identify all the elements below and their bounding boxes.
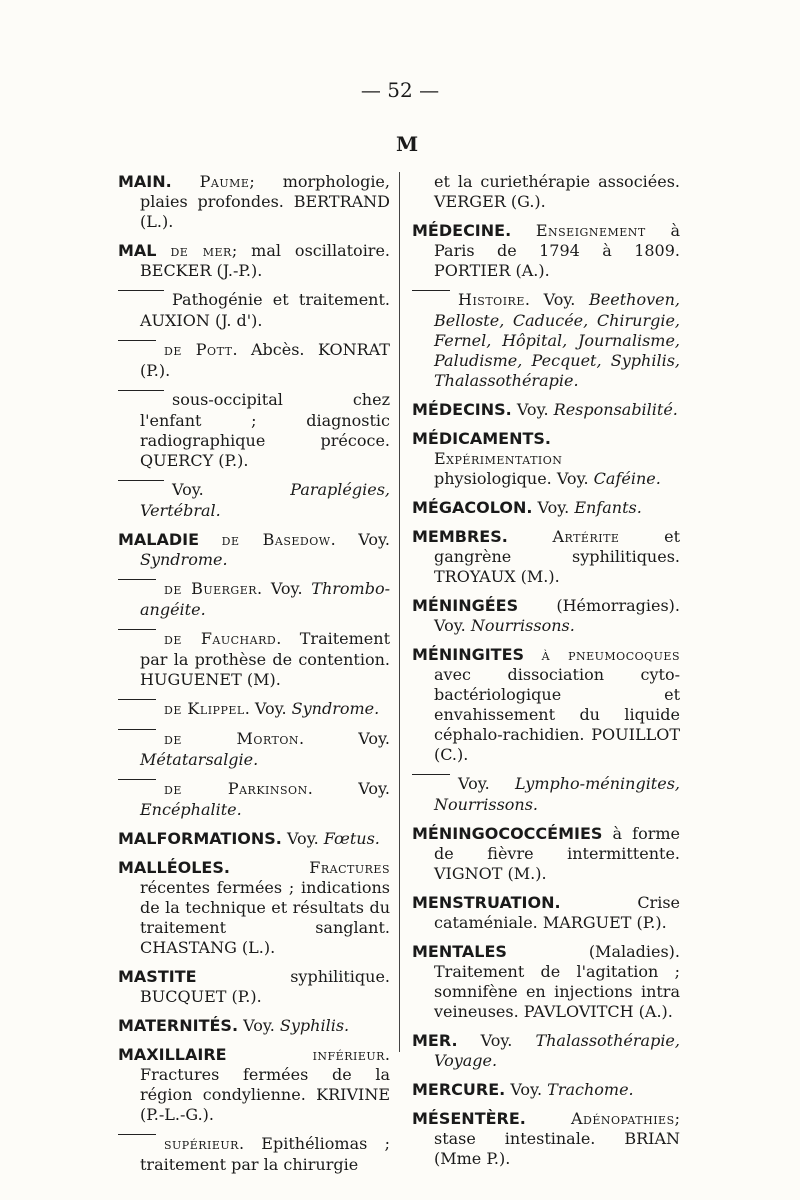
repeat-dash	[118, 340, 156, 361]
cross-reference: Encéphalite.	[140, 800, 242, 819]
entry-subheading: à pneumocoques	[541, 645, 680, 664]
entry-text: sous-occipital chez l'enfant ; diagnostic radiographique précoce. QUERCY (P.).	[140, 390, 390, 470]
entry-text: Voy.	[458, 774, 490, 793]
entry-headword: MAIN.	[118, 172, 172, 191]
repeat-dash	[118, 629, 156, 650]
entry-headword: MASTITE	[118, 967, 197, 986]
entry-headword: MÉSENTÈRE.	[412, 1109, 526, 1128]
index-entry	[118, 579, 390, 620]
index-entry	[118, 290, 390, 331]
index-entry	[412, 400, 680, 420]
entry-text: et gangrène syphilitiques. TROYAUX (M.).	[434, 527, 680, 586]
entry-subheading: de Fauchard	[164, 629, 277, 648]
entry-subheading: de Klippel	[164, 699, 245, 718]
entry-headword: MÉDICAMENTS.	[412, 429, 551, 448]
entry-text: Pathogénie et traitement. AUXION (J. d').	[140, 290, 390, 330]
section-letter: M	[396, 132, 419, 156]
entry-headword: MÉDECINE.	[412, 221, 512, 240]
cross-reference: Responsabilité.	[553, 400, 678, 419]
index-entry	[118, 858, 390, 958]
cross-reference: Syndrome.	[291, 699, 380, 718]
entry-text: à Paris de 1794 à 1809. PORTIER (A.).	[434, 221, 680, 280]
index-entry	[118, 1134, 390, 1175]
entry-text: Voy.	[537, 498, 570, 517]
cross-reference: Trachome.	[547, 1080, 634, 1099]
entry-text: avec dissociation cyto-bactériologique et envahissement du liquide céphalo-rachidien. POUILLOT (C.).	[434, 665, 680, 764]
entry-text: à forme de fièvre intermittente. VIGNOT (M.).	[434, 824, 680, 883]
index-entry	[118, 829, 390, 849]
entry-headword: MEMBRES.	[412, 527, 508, 546]
cross-reference: Fœtus.	[323, 829, 380, 848]
entry-headword: MALFORMATIONS.	[118, 829, 282, 848]
index-entry	[412, 221, 680, 281]
entry-text: ; mal oscillatoire. BECKER (J.-P.).	[140, 241, 391, 280]
entry-text: ; stase intestinale. BRIAN (Mme P.).	[434, 1109, 680, 1168]
entry-headword: MENTALES	[412, 942, 507, 961]
index-entry	[118, 699, 390, 720]
entry-headword: MÉGACOLON.	[412, 498, 533, 517]
index-entry	[118, 779, 390, 820]
index-entry	[118, 340, 390, 381]
entry-text: Voy.	[510, 1080, 543, 1099]
entry-headword: MÉNINGÉES	[412, 596, 519, 615]
index-entry	[118, 629, 390, 690]
entry-text: (Hémorragies). Voy.	[434, 596, 680, 635]
entry-text: . Voy.	[307, 779, 390, 798]
cross-reference: Nourrissons.	[470, 616, 575, 635]
entry-headword: MALLÉOLES.	[118, 858, 230, 877]
entry-headword: MÉNINGITES	[412, 645, 525, 664]
entry-text: . Epithéliomas ; traitement par la chirurgie	[140, 1134, 390, 1174]
entry-headword: MAXILLAIRE	[118, 1045, 227, 1064]
index-entry	[412, 429, 680, 489]
entry-text: physiologique. Voy.	[434, 469, 589, 488]
index-entry	[412, 774, 680, 815]
entry-subheading: Paume	[199, 172, 250, 191]
entry-text: . Fractures fermées de la région condylienne. KRIVINE (P.-L.-G.).	[140, 1045, 390, 1124]
index-entry	[412, 527, 680, 587]
entry-headword: MENSTRUATION.	[412, 893, 561, 912]
index-entry	[118, 729, 390, 770]
cross-reference: Thalassothérapie, Voyage.	[434, 1031, 680, 1070]
index-entry	[412, 1031, 680, 1071]
entry-text: . Voy.	[244, 699, 287, 718]
entry-text: Voy.	[286, 829, 319, 848]
page-number: — 52 —	[360, 78, 440, 102]
left-column	[118, 172, 390, 1184]
repeat-dash	[118, 579, 156, 600]
entry-subheading: Enseignement	[535, 221, 646, 240]
index-entry	[118, 172, 390, 232]
entry-text: (Maladies). Traitement de l'agitation ; somnifène en injections intra veineuses. PAVLOVITCH (A.).	[434, 942, 680, 1021]
entry-text: récentes fermées ; indications de la technique et résultats du traitement sanglant. CHASTANG (L.).	[140, 878, 390, 957]
entry-subheading: supérieur	[164, 1134, 239, 1153]
entry-subheading: de Buerger	[164, 579, 258, 598]
repeat-dash	[118, 729, 156, 750]
entry-headword: MAL	[118, 241, 157, 260]
index-entry	[412, 1109, 680, 1169]
cross-reference: Enfants.	[574, 498, 642, 517]
repeat-dash	[118, 290, 164, 311]
entry-text: Voy.	[516, 400, 549, 419]
entry-text: . Voy.	[257, 579, 303, 598]
entry-headword: MER.	[412, 1031, 458, 1050]
cross-reference: Lympho-méningites, Nourrissons.	[434, 774, 680, 814]
repeat-dash	[118, 699, 156, 720]
entry-text: . Voy.	[330, 530, 390, 549]
cross-reference: Caféine.	[593, 469, 661, 488]
entry-text: . Voy.	[524, 290, 576, 309]
index-entry	[118, 1045, 390, 1125]
entry-text: et la curiethérapie associées. VERGER (G.).	[434, 172, 680, 211]
entry-subheading: Histoire	[458, 290, 525, 309]
index-entry	[412, 824, 680, 884]
entry-subheading: Expérimentation	[434, 449, 563, 468]
repeat-dash	[412, 774, 450, 795]
entry-text: Crise cataméniale. MARGUET (P.).	[434, 893, 680, 932]
entry-text: Voy.	[243, 1016, 275, 1035]
entry-text: syphilitique. BUCQUET (P.).	[140, 967, 390, 1006]
cross-reference: Thrombo-angéite.	[140, 579, 390, 619]
entry-headword: MALADIE	[118, 530, 200, 549]
entry-text: . Traitement par la prothèse de contention. HUGUENET (M).	[140, 629, 391, 689]
index-entry	[412, 645, 680, 765]
index-entry	[412, 290, 680, 391]
entry-subheading: de Basedow	[221, 530, 331, 549]
index-entry	[118, 390, 390, 471]
index-entry	[118, 530, 390, 570]
entry-subheading: de Pott	[164, 340, 233, 359]
repeat-dash	[118, 1134, 156, 1155]
index-entry	[118, 1016, 390, 1036]
index-entry	[412, 893, 680, 933]
entry-subheading: de Parkinson	[164, 779, 308, 798]
index-entry	[412, 596, 680, 636]
cross-reference: Beethoven, Belloste, Caducée, Chirurgie, Fernel, Hôpital, Journalisme, Paludisme, Pecquet, Syphilis, Thalassothérapie.	[434, 290, 680, 390]
entry-subheading: Adénopathies	[570, 1109, 675, 1128]
repeat-dash	[118, 779, 156, 800]
index-entry	[118, 241, 390, 281]
entry-text: Voy.	[172, 480, 204, 499]
entry-headword: MATERNITÉS.	[118, 1016, 239, 1035]
repeat-dash	[118, 390, 164, 411]
entry-text: ; morphologie, plaies profondes. BERTRAND (L.).	[140, 172, 390, 231]
index-entry	[118, 480, 390, 521]
entry-subheading: Artérite	[552, 527, 620, 546]
column-divider	[399, 172, 400, 1052]
entry-subheading: de mer	[170, 241, 232, 260]
right-column	[412, 172, 680, 1178]
index-entry	[412, 942, 680, 1022]
entry-text: . Abcès. KONRAT (P.).	[140, 340, 390, 380]
cross-reference: Syphilis.	[279, 1016, 350, 1035]
index-entry	[412, 498, 680, 518]
index-entry	[118, 967, 390, 1007]
entry-text: . Voy.	[299, 729, 391, 748]
entry-subheading: inférieur	[312, 1045, 385, 1064]
cross-reference: Syndrome.	[140, 550, 228, 569]
entry-text: Voy.	[480, 1031, 513, 1050]
entry-subheading: de Morton	[164, 729, 300, 748]
index-entry	[412, 172, 680, 212]
cross-reference: Métatarsalgie.	[140, 750, 259, 769]
cross-reference: Paraplégies, Vertébral.	[140, 480, 390, 520]
entry-headword: MÉDECINS.	[412, 400, 512, 419]
entry-subheading: Fractures	[309, 858, 390, 877]
entry-headword: MERCURE.	[412, 1080, 506, 1099]
index-entry	[412, 1080, 680, 1100]
repeat-dash	[412, 290, 450, 311]
repeat-dash	[118, 480, 164, 501]
entry-headword: MÉNINGOCOCCÉMIES	[412, 824, 603, 843]
